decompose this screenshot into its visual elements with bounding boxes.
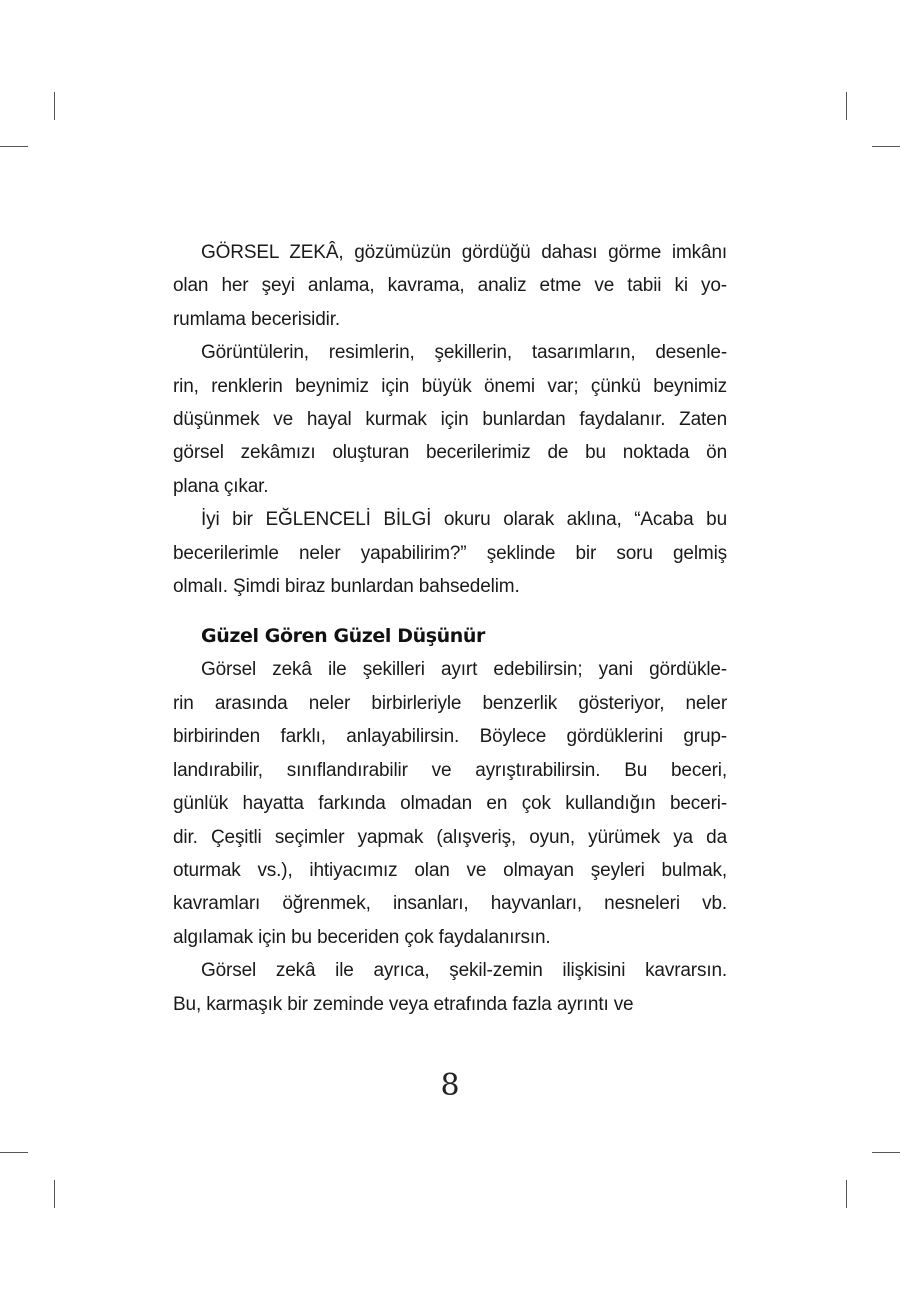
text-line: plana çıkar. <box>173 475 269 497</box>
paragraph <box>173 653 727 954</box>
paragraph <box>173 954 727 1021</box>
text-line: birbirinden farklı, anlayabilirsin. Böylece gördüklerini grup- <box>173 726 727 748</box>
text-line: landırabilir, sınıflandırabilir ve ayrıştırabilirsin. Bu beceri, <box>173 759 727 781</box>
text-line: günlük hayatta farkında olmadan en çok kullandığın beceri- <box>173 793 727 815</box>
crop-mark-bottom-left <box>54 1180 55 1208</box>
text-line: becerilerimle neler yapabilirim?” şeklinde bir soru gelmiş <box>173 542 727 564</box>
text-line: rin, renklerin beynimiz için büyük önemi var; çünkü beynimiz <box>173 375 727 397</box>
text-line: olan her şeyi anlama, kavrama, analiz etme ve tabii ki yo- <box>173 275 727 297</box>
text-line: İyi bir EĞLENCELİ BİLGİ okuru olarak aklına, “Acaba bu <box>201 509 727 531</box>
crop-mark-top-right <box>846 92 847 120</box>
crop-mark-top-left-h <box>0 146 28 147</box>
text-line: Görsel zekâ ile ayrıca, şekil-zemin ilişkisini kavrarsın. <box>201 960 727 982</box>
bottom-section <box>173 653 727 1020</box>
top-section <box>173 236 727 603</box>
paragraph <box>173 236 727 336</box>
text-line: olmalı. Şimdi biraz bunlardan bahsedelim. <box>173 576 520 598</box>
text-line: Görsel zekâ ile şekilleri ayırt edebilirsin; yani gördükle- <box>201 659 727 681</box>
text-line: dir. Çeşitli seçimler yapmak (alışveriş, oyun, yürümek ya da <box>173 826 727 848</box>
text-line: Bu, karmaşık bir zeminde veya etrafında fazla ayrıntı ve <box>173 993 634 1015</box>
paragraph <box>173 336 727 503</box>
text-line: rumlama becerisidir. <box>173 308 340 330</box>
text-line: GÖRSEL ZEKÂ, gözümüzün gördüğü dahası görme imkânı <box>201 242 727 263</box>
text-line: algılamak için bu beceriden çok faydalanırsın. <box>173 926 551 948</box>
text-line: düşünmek ve hayal kurmak için bunlardan faydalanır. Zaten <box>173 409 727 431</box>
crop-mark-bottom-right-h <box>872 1152 900 1153</box>
section-heading: Güzel Gören Güzel Düşünür <box>201 625 485 648</box>
text-line: rin arasında neler birbirleriyle benzerlik gösteriyor, neler <box>173 692 727 714</box>
text-line: görsel zekâmızı oluşturan becerilerimiz de bu noktada ön <box>173 442 727 464</box>
crop-mark-top-right-h <box>872 146 900 147</box>
text-line: kavramları öğrenmek, insanları, hayvanları, nesneleri vb. <box>173 893 727 915</box>
text-line: oturmak vs.), ihtiyacımız olan ve olmayan şeyleri bulmak, <box>173 859 727 881</box>
page-number: 8 <box>440 1068 460 1103</box>
paragraph <box>173 503 727 603</box>
crop-mark-top-left <box>54 92 55 120</box>
crop-mark-bottom-right <box>846 1180 847 1208</box>
page-body <box>173 236 727 1021</box>
crop-mark-bottom-left-h <box>0 1152 28 1153</box>
text-line: Görüntülerin, resimlerin, şekillerin, tasarımların, desenle- <box>201 342 727 364</box>
